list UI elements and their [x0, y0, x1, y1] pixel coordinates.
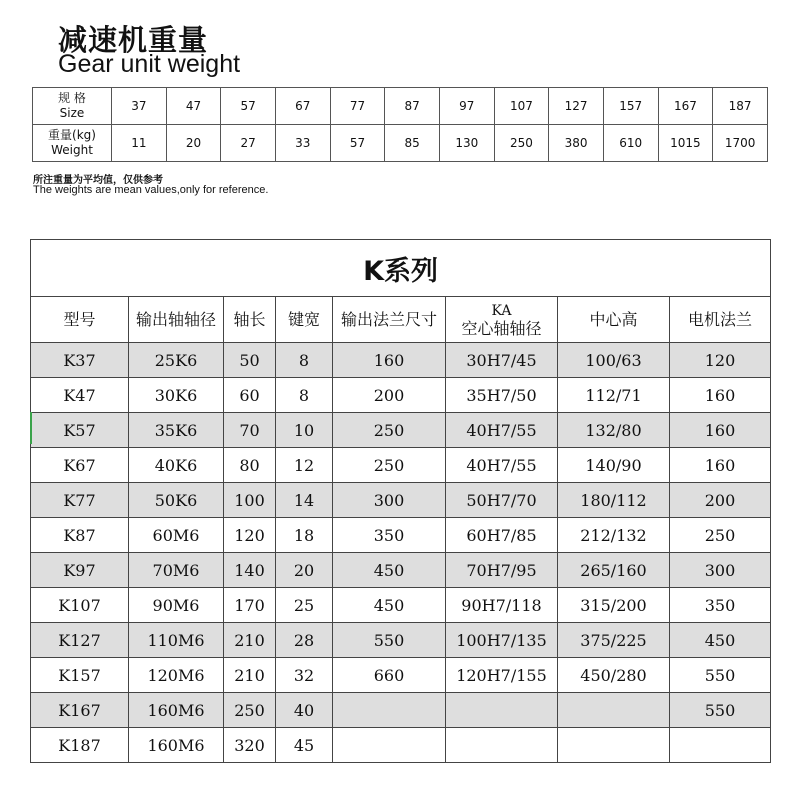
weight-row-header	[33, 125, 112, 162]
cell-model: K127	[31, 623, 129, 658]
cell-output-shaft: 35K6	[129, 413, 224, 448]
size-cell: 77	[330, 88, 385, 125]
size-label-en: Size	[59, 106, 85, 120]
cell-key-width: 18	[276, 518, 333, 553]
cell-center-height: 375/225	[558, 623, 670, 658]
cell-shaft-length: 100	[224, 483, 276, 518]
cell-model: K77	[31, 483, 129, 518]
cell-shaft-length: 210	[224, 658, 276, 693]
size-cell: 157	[603, 88, 658, 125]
cell-key-width: 25	[276, 588, 333, 623]
cell-flange-size: 300	[333, 483, 446, 518]
cell-model: K187	[31, 728, 129, 763]
cell-output-shaft: 90M6	[129, 588, 224, 623]
cell-shaft-length: 210	[224, 623, 276, 658]
weight-cell: 610	[603, 125, 658, 162]
cell-hollow-shaft: 50H7/70	[446, 483, 558, 518]
weight-cell: 1700	[713, 125, 768, 162]
col-header-motor-flange: 电机法兰	[670, 297, 771, 343]
col-header-shaft-length: 轴长	[224, 297, 276, 343]
cell-model: K47	[31, 378, 129, 413]
cell-key-width: 20	[276, 553, 333, 588]
cell-hollow-shaft	[446, 728, 558, 763]
col-header-flange-size: 输出法兰尺寸	[333, 297, 446, 343]
weight-table	[32, 87, 768, 162]
table-row	[31, 343, 771, 378]
cell-shaft-length: 50	[224, 343, 276, 378]
cell-hollow-shaft: 100H7/135	[446, 623, 558, 658]
cell-motor-flange: 350	[670, 588, 771, 623]
cell-motor-flange: 250	[670, 518, 771, 553]
cell-shaft-length: 320	[224, 728, 276, 763]
size-cell: 107	[494, 88, 549, 125]
cell-hollow-shaft: 40H7/55	[446, 413, 558, 448]
weight-cell: 130	[439, 125, 494, 162]
cell-output-shaft: 60M6	[129, 518, 224, 553]
cell-flange-size: 660	[333, 658, 446, 693]
column-header-row	[31, 297, 771, 343]
cell-shaft-length: 80	[224, 448, 276, 483]
cell-center-height: 265/160	[558, 553, 670, 588]
cell-output-shaft: 50K6	[129, 483, 224, 518]
table-row	[31, 378, 771, 413]
col-header-key-width: 键宽	[276, 297, 333, 343]
cell-key-width: 8	[276, 378, 333, 413]
weight-cell: 1015	[658, 125, 713, 162]
size-cell: 97	[439, 88, 494, 125]
size-label-cn: 规 格	[58, 91, 86, 105]
cell-flange-size	[333, 693, 446, 728]
cell-hollow-shaft: 30H7/45	[446, 343, 558, 378]
table-row	[31, 518, 771, 553]
cell-output-shaft: 70M6	[129, 553, 224, 588]
series-title: K系列	[31, 240, 771, 297]
cell-flange-size: 350	[333, 518, 446, 553]
cell-hollow-shaft: 90H7/118	[446, 588, 558, 623]
col-header-ka: KA	[491, 302, 512, 319]
size-cell: 57	[221, 88, 276, 125]
cell-center-height: 140/90	[558, 448, 670, 483]
cell-motor-flange: 160	[670, 378, 771, 413]
cell-key-width: 32	[276, 658, 333, 693]
size-cell: 187	[713, 88, 768, 125]
cell-center-height: 180/112	[558, 483, 670, 518]
cell-motor-flange: 450	[670, 623, 771, 658]
cell-shaft-length: 120	[224, 518, 276, 553]
note-cn: 所注重量为平均值，仅供参考	[33, 175, 163, 186]
weight-label-en: Weight	[51, 143, 93, 157]
cell-output-shaft: 160M6	[129, 693, 224, 728]
cell-output-shaft: 30K6	[129, 378, 224, 413]
table-row	[31, 728, 771, 763]
cell-output-shaft: 25K6	[129, 343, 224, 378]
cell-shaft-length: 170	[224, 588, 276, 623]
cell-output-shaft: 110M6	[129, 623, 224, 658]
cell-output-shaft: 160M6	[129, 728, 224, 763]
weight-row	[33, 125, 768, 162]
cell-hollow-shaft: 70H7/95	[446, 553, 558, 588]
size-cell: 47	[166, 88, 221, 125]
table-row	[31, 693, 771, 728]
cell-key-width: 40	[276, 693, 333, 728]
cell-hollow-shaft: 35H7/50	[446, 378, 558, 413]
cell-model: K167	[31, 693, 129, 728]
cell-flange-size: 250	[333, 448, 446, 483]
table-row	[31, 448, 771, 483]
cell-model: K87	[31, 518, 129, 553]
size-row	[33, 88, 768, 125]
cell-model: K157	[31, 658, 129, 693]
cell-model: K107	[31, 588, 129, 623]
col-header-model: 型号	[31, 297, 129, 343]
weight-cell: 57	[330, 125, 385, 162]
cell-output-shaft: 40K6	[129, 448, 224, 483]
size-cell: 167	[658, 88, 713, 125]
cell-shaft-length: 70	[224, 413, 276, 448]
cell-motor-flange: 200	[670, 483, 771, 518]
cell-center-height: 100/63	[558, 343, 670, 378]
cell-key-width: 28	[276, 623, 333, 658]
page-title-en: Gear unit weight	[58, 50, 241, 78]
col-header-output-shaft: 输出轴轴径	[129, 297, 224, 343]
cell-shaft-length: 140	[224, 553, 276, 588]
cell-key-width: 10	[276, 413, 333, 448]
cell-flange-size: 450	[333, 553, 446, 588]
cell-motor-flange: 550	[670, 693, 771, 728]
cell-center-height: 450/280	[558, 658, 670, 693]
table-row	[31, 483, 771, 518]
cell-hollow-shaft: 60H7/85	[446, 518, 558, 553]
cell-model: K97	[31, 553, 129, 588]
cell-output-shaft: 120M6	[129, 658, 224, 693]
table-row	[31, 623, 771, 658]
weight-cell: 380	[549, 125, 604, 162]
weight-cell: 20	[166, 125, 221, 162]
cell-shaft-length: 250	[224, 693, 276, 728]
cell-flange-size: 550	[333, 623, 446, 658]
cell-key-width: 8	[276, 343, 333, 378]
cell-model: K37	[31, 343, 129, 378]
cell-flange-size: 450	[333, 588, 446, 623]
size-row-header	[33, 88, 112, 125]
cell-model: K67	[31, 448, 129, 483]
table-row	[31, 588, 771, 623]
col-header-hollow-shaft	[446, 297, 558, 343]
cell-hollow-shaft: 40H7/55	[446, 448, 558, 483]
cell-motor-flange	[670, 728, 771, 763]
k-series-table	[30, 239, 771, 763]
table-row	[31, 658, 771, 693]
cell-flange-size: 160	[333, 343, 446, 378]
cell-key-width: 14	[276, 483, 333, 518]
cell-key-width: 12	[276, 448, 333, 483]
row-marker	[30, 412, 32, 444]
weight-cell: 27	[221, 125, 276, 162]
cell-center-height	[558, 728, 670, 763]
table-row	[31, 553, 771, 588]
cell-flange-size	[333, 728, 446, 763]
page-title-cn: 减速机重量	[58, 23, 209, 57]
size-cell: 127	[549, 88, 604, 125]
cell-flange-size: 200	[333, 378, 446, 413]
weight-cell: 11	[112, 125, 167, 162]
cell-shaft-length: 60	[224, 378, 276, 413]
cell-hollow-shaft	[446, 693, 558, 728]
cell-hollow-shaft: 120H7/155	[446, 658, 558, 693]
cell-model: K57	[31, 413, 129, 448]
weight-cell: 33	[275, 125, 330, 162]
cell-motor-flange: 160	[670, 448, 771, 483]
cell-center-height: 315/200	[558, 588, 670, 623]
size-cell: 87	[385, 88, 440, 125]
cell-motor-flange: 550	[670, 658, 771, 693]
cell-motor-flange: 120	[670, 343, 771, 378]
cell-key-width: 45	[276, 728, 333, 763]
cell-center-height	[558, 693, 670, 728]
cell-flange-size: 250	[333, 413, 446, 448]
weight-label-cn: 重量(kg)	[48, 128, 96, 142]
col-header-hollow-label: 空心轴轴径	[461, 318, 542, 338]
note-en: The weights are mean values,only for reference.	[33, 184, 269, 196]
size-cell: 67	[275, 88, 330, 125]
cell-center-height: 132/80	[558, 413, 670, 448]
size-cell: 37	[112, 88, 167, 125]
cell-center-height: 212/132	[558, 518, 670, 553]
col-header-center-height: 中心高	[558, 297, 670, 343]
table-row	[31, 413, 771, 448]
weight-cell: 85	[385, 125, 440, 162]
weight-cell: 250	[494, 125, 549, 162]
cell-motor-flange: 160	[670, 413, 771, 448]
cell-motor-flange: 300	[670, 553, 771, 588]
cell-center-height: 112/71	[558, 378, 670, 413]
